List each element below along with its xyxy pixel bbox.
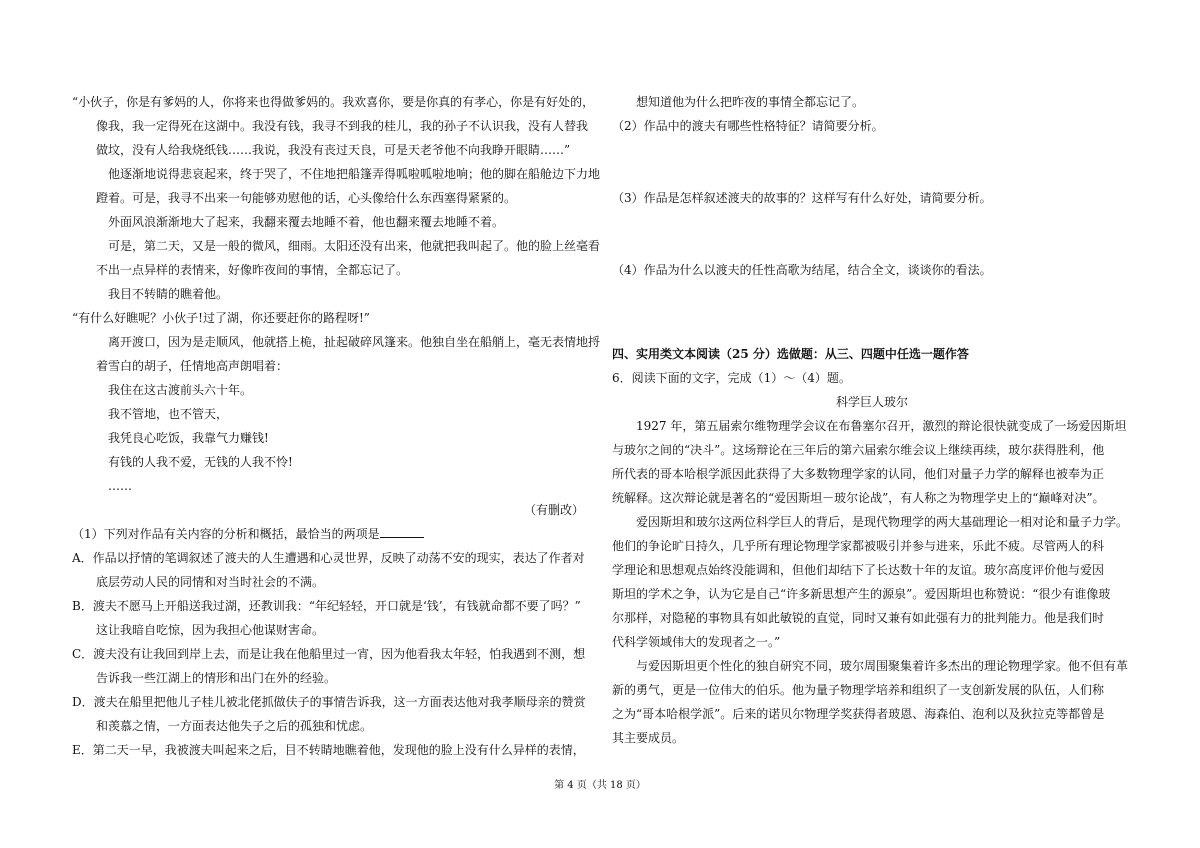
song-line: 我凭良心吃饭，我靠气力赚钱!: [108, 431, 269, 445]
source-note: （有删改）: [523, 503, 584, 517]
paragraph-line: 其主要成员。: [612, 731, 685, 745]
option-d-cont: 和羡慕之情，一方面表达他失子之后的孤独和忧虑。: [96, 719, 373, 733]
paragraph: 爱因斯坦和玻尔这两位科学巨人的背后，是现代物理学的两大基础理论一相对论和量子力学。: [636, 515, 1129, 529]
paragraph: 外面风浪渐渐地大了起来，我翻来覆去地睡不着，他也翻来覆去地睡不着。: [108, 215, 505, 229]
option-d: D．渡夫在船里把他儿子桂儿被北佬抓做伕子的事情告诉我，这一方面表达他对我孝顺母亲的赞赏: [72, 695, 586, 709]
paragraph-line: 统解释。这次辩论就是著名的“爱因斯坦－玻尔论战”，有人称之为物理学史上的“巅峰对决”。: [612, 491, 1105, 505]
paragraph-line: 不出一点异样的表情来，好像昨夜间的事情，全都忘记了。: [96, 263, 409, 277]
question-2: （2）作品中的渡夫有哪些性格特征？请简要分析。: [612, 119, 884, 133]
paragraph-line: 学理论和思想观点始终没能调和，但他们却结下了长达数十年的友谊。玻尔高度评价他与爱因: [612, 563, 1105, 577]
option-c: C．渡夫没有让我回到岸上去，而是让我在他船里过一宵，因为他看我太年轻，怕我遇到不测，想: [72, 647, 586, 661]
paragraph-line: 做坟，没有人给我烧纸钱……我说，我没有丧过天良，可是天老爷他不向我睁开眼睛……”: [96, 143, 571, 157]
option-c-cont: 告诉我一些江湖上的情形和出门在外的经验。: [96, 671, 337, 685]
paragraph-line: 尔那样，对隐秘的事物具有如此敏锐的直觉，同时又兼有如此强有力的批判能力。他是我们时: [612, 611, 1105, 625]
answer-space: [612, 282, 1132, 342]
section-heading: 四、实用类文本阅读（25 分）选做题：从三、四题中任选一题作答: [612, 347, 969, 361]
paragraph: 我目不转睛的瞧着他。: [108, 287, 229, 301]
question-3: （3）作品是怎样叙述渡夫的故事的？这样写有什么好处，请简要分析。: [612, 191, 992, 205]
paragraph: 1927 年，第五届索尔维物理学会议在布鲁塞尔召开，激烈的辩论很快就变成了一场爱因斯坦: [636, 419, 1127, 433]
option-b-cont: 这让我暗自吃惊，因为我担心他谋财害命。: [96, 623, 325, 637]
answer-blank[interactable]: [380, 526, 424, 538]
paragraph: 他逐渐地说得悲哀起来，终于哭了，不住地把船篷弄得呱啦呱啦地响；他的脚在船舱边下力地: [108, 167, 601, 181]
paragraph-line: 着雪白的胡子，任情地高声朗唱着：: [96, 359, 289, 373]
paragraph-line: 代科学领域伟大的发现者之一。”: [612, 635, 781, 649]
paragraph: “小伙子，你是有爹妈的人，你将来也得做爹妈的。我欢喜你，要是你真的有孝心，你是有好处的，: [72, 95, 595, 109]
ellipsis: ……: [108, 479, 132, 493]
song-line: 我住在这古渡前头六十年。: [108, 383, 253, 397]
article-title: 科学巨人玻尔: [835, 395, 908, 409]
song-line: 我不管地，也不管天，: [108, 407, 229, 421]
option-e-cont: 想知道他为什么把昨夜的事情全都忘记了。: [636, 95, 865, 109]
question-1: [72, 522, 592, 546]
paragraph-line: 蹬着。可是，我寻不出来一句能够劝慰他的话，心头像给什么东西塞得紧紧的。: [96, 191, 517, 205]
paragraph-line: 新的勇气，更是一位伟大的伯乐。他为量子物理学培养和组织了一支创新发展的队伍，人们称: [612, 683, 1105, 697]
song-line: 有钱的人我不爱，无钱的人我不怜!: [108, 455, 293, 469]
paragraph-line: 与玻尔之间的“决斗”。这场辩论在三年后的第六届索尔维会议上继续再续，玻尔获得胜利，他: [612, 443, 1105, 457]
left-column: [72, 90, 601, 762]
paragraph-line: 像我，我一定得死在这湖中。我没有钱，我寻不到我的桂儿，我的孙子不认识我，没有人替我: [96, 119, 589, 133]
right-column: [612, 90, 1132, 750]
paragraph: “有什么好瞧呢？小伙子!过了湖，你还要赶你的路程呀!”: [72, 311, 370, 325]
question-6-instruction: 6．阅读下面的文字，完成（1）～（4）题。: [612, 371, 851, 385]
answer-space: [612, 210, 1132, 258]
paragraph-line: 斯坦的学术之争，认为它是自己“许多新思想产生的源泉”。爱因斯坦也称赞说：“很少有谁像玻: [612, 587, 1111, 601]
paragraph: 可是，第二天，又是一般的微风，细雨。太阳还没有出来，他就把我叫起了。他的脸上丝毫看: [108, 239, 601, 253]
option-b: B．渡夫不愿马上开船送我过湖，还教训我：“年纪轻轻，开口就是‘钱’，有钱就命都不要了吗？”: [72, 599, 581, 613]
answer-space: [612, 138, 1132, 186]
option-e: E．第二天一早，我被渡夫叫起来之后，目不转睛地瞧着他，发现他的脸上没有什么异样的表情，: [72, 743, 585, 757]
paragraph-line: 之为“哥本哈根学派”。后来的诺贝尔物理学奖获得者玻恩、海森伯、泡利以及狄拉克等都曾是: [612, 707, 1105, 721]
paragraph: 与爱因斯坦更个性化的独自研究不同，玻尔周围聚集着许多杰出的理论物理学家。他不但有革: [636, 659, 1129, 673]
option-a-cont: 底层劳动人民的同情和对当时社会的不满。: [96, 575, 325, 589]
paragraph-line: 他们的争论旷日持久，几乎所有理论物理学家都被吸引并参与进来，乐此不疲。尽管两人的科: [612, 539, 1105, 553]
page-footer: 第 4 页（共 18 页）: [554, 780, 646, 791]
paragraph-line: 所代表的哥本哈根学派因此获得了大多数物理学家的认同，他们对量子力学的解释也被奉为正: [612, 467, 1105, 481]
option-a: A．作品以抒情的笔调叙述了渡夫的人生遭遇和心灵世界，反映了动荡不安的现实，表达了作者对: [72, 551, 585, 565]
question-1-text: （1）下列对作品有关内容的分析和概括，最恰当的两项是: [72, 527, 380, 541]
paragraph: 离开渡口，因为是走顺风，他就搭上桅，扯起破碎风篷来。他独自坐在船艄上，毫无表情地捋: [108, 335, 601, 349]
question-4: （4）作品为什么以渡夫的任性高歌为结尾，结合全文，谈谈你的看法。: [612, 263, 992, 277]
